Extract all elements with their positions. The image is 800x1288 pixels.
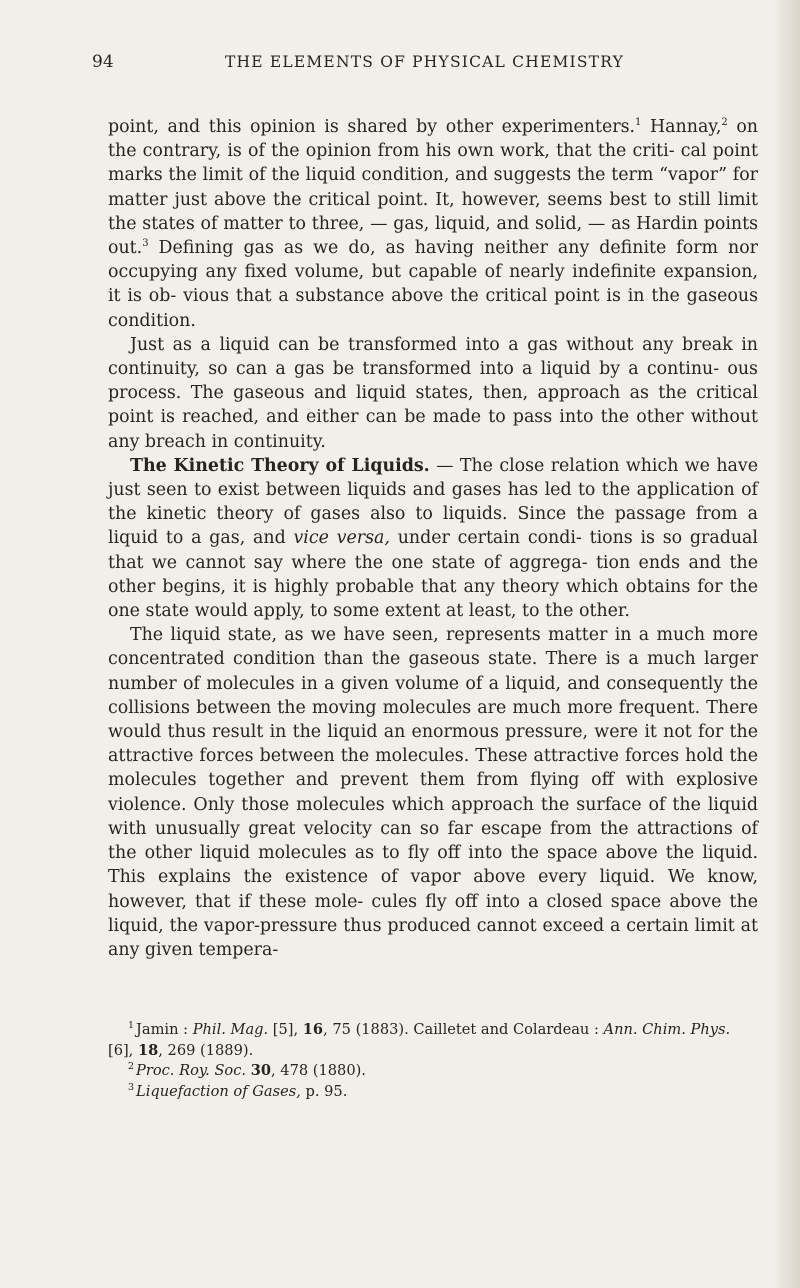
paragraph-3-text-b: under certain condi- tions is so gradual that we cannot say where the one state of aggrega- tion ends and the other begins, it is highly probable that any theory which obtains for the one state would apply, to some extent at least, to the other. (108, 528, 758, 622)
paragraph-1-text-d: Defining gas as we do, as having neither any definite form nor occupying any fixed volume, but capable of nearly indefinite expansion, it is ob- vious that a substance above the critical point is in the gaseous condition. (108, 238, 758, 331)
footnote-2-journal: Proc. Roy. Soc. (136, 1062, 247, 1079)
body-text (108, 115, 758, 962)
footnote-1-journal-1: Phil. Mag. (192, 1021, 269, 1038)
footnote-1 (108, 1020, 758, 1061)
paragraph-2: Just as a liquid can be transformed into a gas without any break in continuity, so can a gas be transformed into a liquid by a continu- ous process. The gaseous and liquid states, then, approach as the critical point is reached, and either can be made to pass into the other without any breach in continuity. (108, 334, 758, 452)
footnote-1-mark: 1 (128, 1020, 135, 1032)
footnotes (108, 1020, 758, 1102)
page-edge-shadow (774, 0, 800, 1288)
page-header (92, 52, 757, 76)
footnote-2-text: , 478 (1880). (271, 1062, 366, 1079)
paragraph-3 (108, 454, 758, 623)
paragraph-1-text-b: Hannay, (641, 117, 722, 137)
footnote-3-text: p. 95. (300, 1082, 348, 1100)
footnote-1-text-c: , 75 (1883). Cailletet and Colardeau : (323, 1021, 604, 1038)
footnote-1-journal-2: Ann. Chim. Phys. (603, 1021, 731, 1038)
paragraph-1-text-a: point, and this opinion is shared by other experimenters. (108, 117, 636, 137)
paragraph-1 (108, 115, 758, 333)
page-number: 94 (92, 52, 114, 72)
paragraph-3-text-a: — The close relation which we have just seen to exist between liquids and gases has led to the application of the kinetic theory of gases also to liquids. Since the passage from a liquid to a gas, and (108, 455, 759, 549)
footnote-ref-2: 2 (721, 117, 728, 129)
section-heading: The Kinetic Theory of Liquids. (130, 455, 430, 476)
footnote-1-text-b: [5], (268, 1021, 303, 1038)
paragraph-1-text-c: on the contrary, is of the opinion from his own work, that the criti- cal point marks the limit of the liquid condition, and suggests the term “vapor” for matter just above the critical point. It, however, seems best to still limit the states of matter to three, — gas, liquid, and solid, — as Hardin points out. (108, 117, 759, 259)
paragraph-3-italic: vice versa, (293, 528, 390, 549)
running-head: THE ELEMENTS OF PHYSICAL CHEMISTRY (224, 53, 625, 71)
footnote-1-text-a: Jamin : (136, 1021, 193, 1038)
footnote-1-volume-2: 18 (137, 1041, 159, 1059)
footnote-3 (108, 1082, 758, 1103)
footnote-3-mark: 3 (128, 1081, 135, 1093)
footnote-ref-3: 3 (142, 238, 149, 250)
paragraph-4: The liquid state, as we have seen, represents matter in a much more concentrated condition than the gaseous state. There is a much larger number of molecules in a given volume of a liquid, and consequently the collisions between the moving molecules are much more frequent. There would thus result in the liquid an enormous pressure, were it not for the attractive forces between the molecules. These attractive forces hold the molecules together and prevent them from flying off with explosive violence. Only those molecules which approach the surface of the liquid with unusually great velocity can so far escape from the attractions of the other liquid molecules as to fly off into the space above the liquid. This explains the existence of vapor above every liquid. We know, however, that if these mole- cules fly off into a closed space above the liquid, the vapor-pressure thus produced cannot exceed a certain limit at any given tempera- (108, 625, 758, 960)
footnote-3-title: Liquefaction of Gases, (136, 1082, 301, 1100)
footnote-2 (108, 1061, 758, 1082)
footnote-1-volume-1: 16 (302, 1021, 324, 1038)
footnote-1-text-e: , 269 (1889). (158, 1041, 254, 1059)
footnote-2-mark: 2 (128, 1061, 135, 1073)
footnote-ref-1: 1 (635, 117, 642, 129)
footnote-1-text-d: [6], (108, 1041, 138, 1059)
footnote-2-volume: 30 (250, 1062, 271, 1079)
